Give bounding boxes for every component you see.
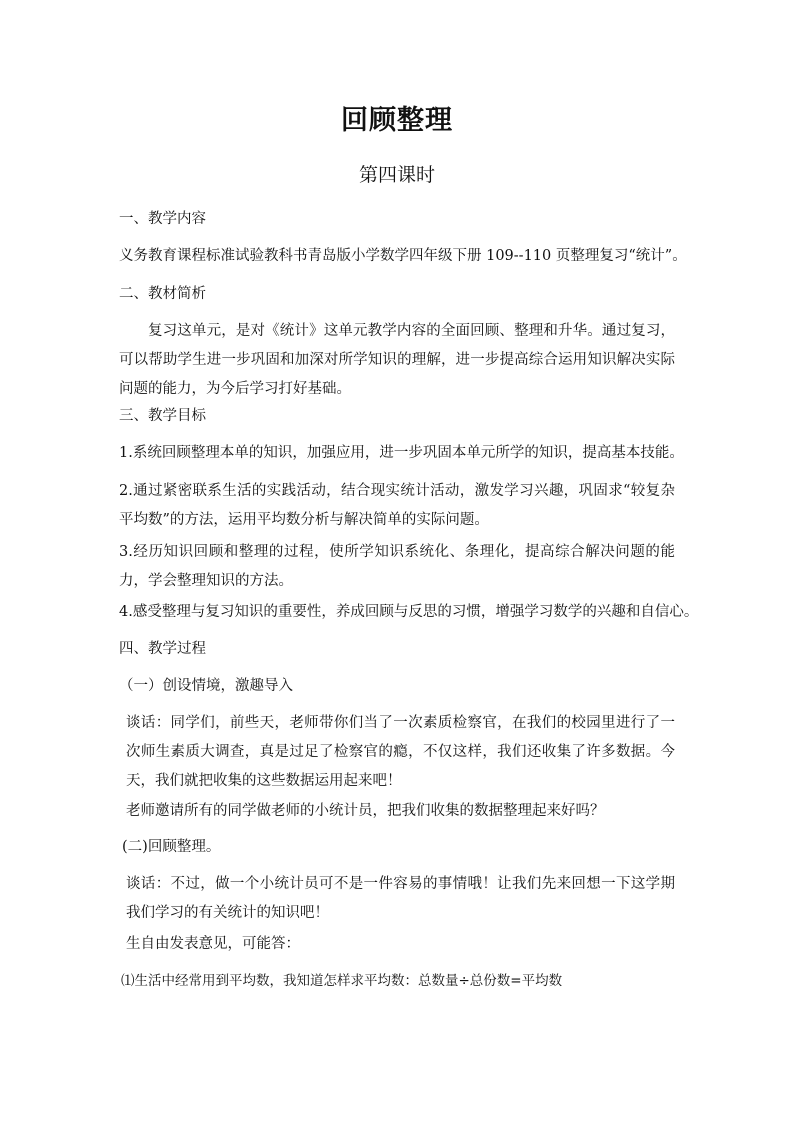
document-title: 回顾整理 xyxy=(341,105,453,136)
step1-talk-paragraph: 谈话：同学们，前些天，老师带你们当了一次素质检察官，在我们的校园里进行了一次师生素质大调查，真是过足了检察官的瘾，不仅这样，我们还收集了许多数据。今天，我们就把收集的这些数据运用起来吧！ xyxy=(126,715,675,789)
section-heading-analysis: 二、教材简析 xyxy=(119,286,206,302)
step2-answer-1: ⑴生活中经常用到平均数，我知道怎样求平均数：总数量÷总份数=平均数 xyxy=(121,973,563,989)
goal-item-2: 2.通过紧密联系生活的实践活动，结合现实统计活动，激发学习兴趣，巩固求“较复杂平均数”的方法，运用平均数分析与解决简单的实际问题。 xyxy=(119,483,675,528)
goal-item-4: 4.感受整理与复习知识的重要性，养成回顾与反思的习惯，增强学习数学的兴趣和自信心。 xyxy=(119,604,699,620)
goal-item-1: 1.系统回顾整理本单的知识，加强应用，进一步巩固本单元所学的知识，提高基本技能。 xyxy=(119,445,684,461)
section-heading-process: 四、教学过程 xyxy=(119,641,206,657)
section-heading-goals: 三、教学目标 xyxy=(119,408,206,424)
document-subtitle: 第四课时 xyxy=(358,164,435,186)
step-heading-1: （一）创设情境，激趣导入 xyxy=(119,678,293,694)
analysis-paragraph: 复习这单元，是对《统计》这单元教学内容的全面回顾、整理和升华。通过复习，可以帮助学生进一步巩固和加深对所学知识的理解，进一步提高综合运用知识解决实际问题的能力，为今后学习打好基础。 xyxy=(119,323,675,397)
step2-talk-paragraph: 谈话：不过，做一个小统计员可不是一件容易的事情哦！让我们先来回想一下这学期我们学习的有关统计的知识吧！ xyxy=(126,876,675,921)
step2-students-line: 生自由发表意见，可能答： xyxy=(126,936,300,952)
content-paragraph: 义务教育课程标准试验教科书青岛版小学数学四年级下册 109--110 页整理复习“统计”。 xyxy=(119,248,687,264)
section-heading-content: 一、教学内容 xyxy=(119,211,206,227)
goal-item-3: 3.经历知识回顾和整理的过程，使所学知识系统化、条理化，提高综合解决问题的能力，学会整理知识的方法。 xyxy=(119,544,675,589)
step1-invite-paragraph: 老师邀请所有的同学做老师的小统计员，把我们收集的数据整理起来好吗？ xyxy=(126,803,605,819)
step-heading-2: (二)回顾整理。 xyxy=(122,839,221,855)
